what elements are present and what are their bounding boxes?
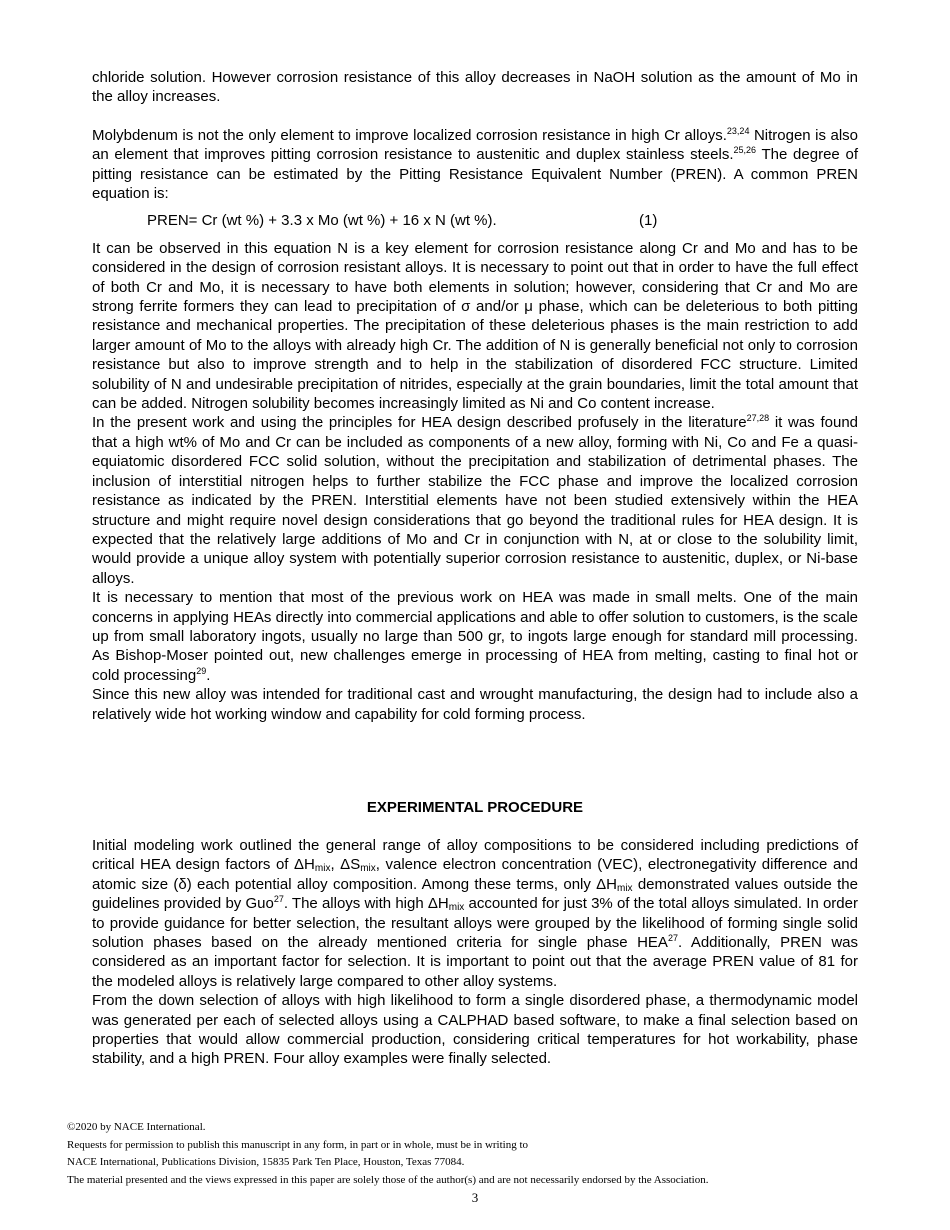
equation-number: (1)	[639, 212, 658, 230]
subscript: mix	[448, 902, 465, 914]
text-segment: , valence electron concentration (VEC), electronegativity difference and atomic size (δ) each potential alloy composition. Among these terms, only ΔH	[92, 856, 858, 893]
body-text	[92, 68, 858, 724]
section-heading-block	[92, 798, 858, 817]
subscript: mix	[314, 863, 331, 875]
paragraph-present-work	[92, 413, 858, 588]
text-segment: demonstrated values outside the guidelines provided by Guo	[92, 875, 858, 913]
footer-permission: Requests for permission to publish this manuscript in any form, in part or in whole, must be in writing to	[67, 1138, 529, 1151]
paragraph-modeling	[92, 836, 858, 991]
footer-address: NACE International, Publications Division, 15835 Park Ten Place, Houston, Texas 77084.	[67, 1156, 465, 1169]
body-text-experimental	[92, 836, 858, 1069]
text-segment: Molybdenum is not the only element to improve localized corrosion resistance in high Cr alloys.	[92, 126, 727, 144]
paragraph-molybdenum	[92, 126, 858, 204]
page-number: 3	[471, 1190, 479, 1205]
text-segment: .	[206, 666, 211, 684]
citation-ref: 27	[667, 933, 678, 944]
citation-ref: 27	[273, 894, 284, 905]
citation-ref: 23,24	[726, 125, 750, 136]
text-segment: In the present work and using the principles for HEA design described profusely in the literature	[92, 414, 747, 432]
equation-expression: PREN= Cr (wt %) + 3.3 x Mo (wt %) + 16 x N (wt %).	[147, 212, 497, 230]
text-segment: Initial modeling work outlined the general range of alloy compositions to be considered including predictions of critical HEA design factors of ΔH	[92, 837, 858, 874]
text-segment: The degree of pitting resistance can be estimated by the Pitting Resistance Equivalent Number (PREN). A common PREN equation is:	[92, 146, 858, 203]
text-segment: , ΔS	[330, 856, 361, 874]
paragraph-small-melts	[92, 588, 858, 685]
page-footer	[67, 1119, 883, 1189]
subscript: mix	[617, 882, 633, 894]
paragraph-cast-wrought: Since this new alloy was intended for traditional cast and wrought manufacturing, the design had to include also a relatively wide hot working window and capability for cold forming process.	[92, 686, 858, 723]
text-segment: . The alloys with high ΔH	[283, 895, 449, 913]
paragraph-nitrogen: It can be observed in this equation N is a key element for corrosion resistance along Cr and Mo and has to be considered in the design of corrosion resistant alloys. It is necessary to point out that in order to have the full effect of both Cr and Mo, it is necessary to have both elements in solution; however, considering that Cr and Mo are strong ferrite formers they can lead to precipitation of σ and/or μ phase, which can be deleterious to both pitting resistance and mechanical properties. The precipitation of these deleterious phases is the main restriction to add larger amount of Mo to the alloys with already high Cr. The addition of N is generally beneficial not only to corrosion resistance but also to improve strength and to help in the stabilization of disordered FCC structure. Limited solubility of N and undesirable precipitation of nitrides, especially at the grain boundaries, limit the total amount that can be added. Nitrogen solubility becomes increasingly limited as Ni and Co content increase.	[92, 239, 858, 413]
footer-disclaimer: The material presented and the views expressed in this paper are solely those of the author(s) and are not necessarily endorsed by the Association.	[67, 1173, 709, 1186]
subscript: mix	[360, 863, 376, 875]
text-segment: . Additionally, PREN was considered as an important factor for selection. It is important to point out that the average PREN value of 81 for the modeled alloys is relatively large compared to other alloy systems.	[92, 934, 858, 990]
citation-ref: 27,28	[746, 413, 770, 424]
text-segment: Nitrogen is also an element that improves pitting corrosion resistance to austenitic and duplex stainless steels.	[92, 126, 858, 164]
paragraph-down-selection: From the down selection of alloys with high likelihood to form a single disordered phase, a thermodynamic model was generated per each of selected alloys using a CALPHAD based software, to make a final selection based on properties that would allow commercial production, considering critical temperatures for hot workability, phase stability, and a high PREN. Four alloy examples were finally selected.	[92, 992, 858, 1068]
citation-ref: 25,26	[733, 145, 757, 156]
section-heading: EXPERIMENTAL PROCEDURE	[366, 799, 584, 816]
text-segment: accounted for just 3% of the total alloys simulated. In order to provide guidance for better selection, the resultant alloys were grouped by the likelihood of forming single solid solution phases based on the already mentioned criteria for single phase HEA	[92, 895, 858, 952]
citation-ref: 29	[196, 665, 207, 676]
text-segment: It is necessary to mention that most of the previous work on HEA was made in small melts. One of the main concerns in applying HEAs directly into commercial applications and able to offer solution to customers, is the scale up from small laboratory ingots, usually no large than 500 gr, to ingots large enough for standard mill processing. As Bishop-Moser pointed out, new challenges emerge in processing of HEA from melting, casting to final hot or cold processing	[92, 589, 858, 684]
pren-equation	[92, 211, 858, 230]
footer-copyright: ©2020 by NACE International.	[67, 1121, 206, 1133]
text-segment: it was found that a high wt% of Mo and Cr can be included as components of a new alloy, forming with Ni, Co and Fe a quasi-equiatomic disordered FCC solid solution, without the precipitation and stabilization of detrimental phases. The inclusion of interstitial nitrogen helps to further stabilize the FCC phase and improve the localized corrosion resistance as indicated by the PREN. Interstitial elements have not been studied extensively within the HEA structure and might require novel design considerations that go beyond the traditional rules for HEA design. It is expected that the relatively large additions of Mo and Cr in conjunction with N, at or close to the solubility limit, would provide a unique alloy system with potentially superior corrosion resistance to austenitic, duplex, or Ni-base alloys.	[92, 414, 859, 587]
paragraph-chloride: chloride solution. However corrosion resistance of this alloy decreases in NaOH solution as the amount of Mo in the alloy increases.	[92, 69, 858, 106]
